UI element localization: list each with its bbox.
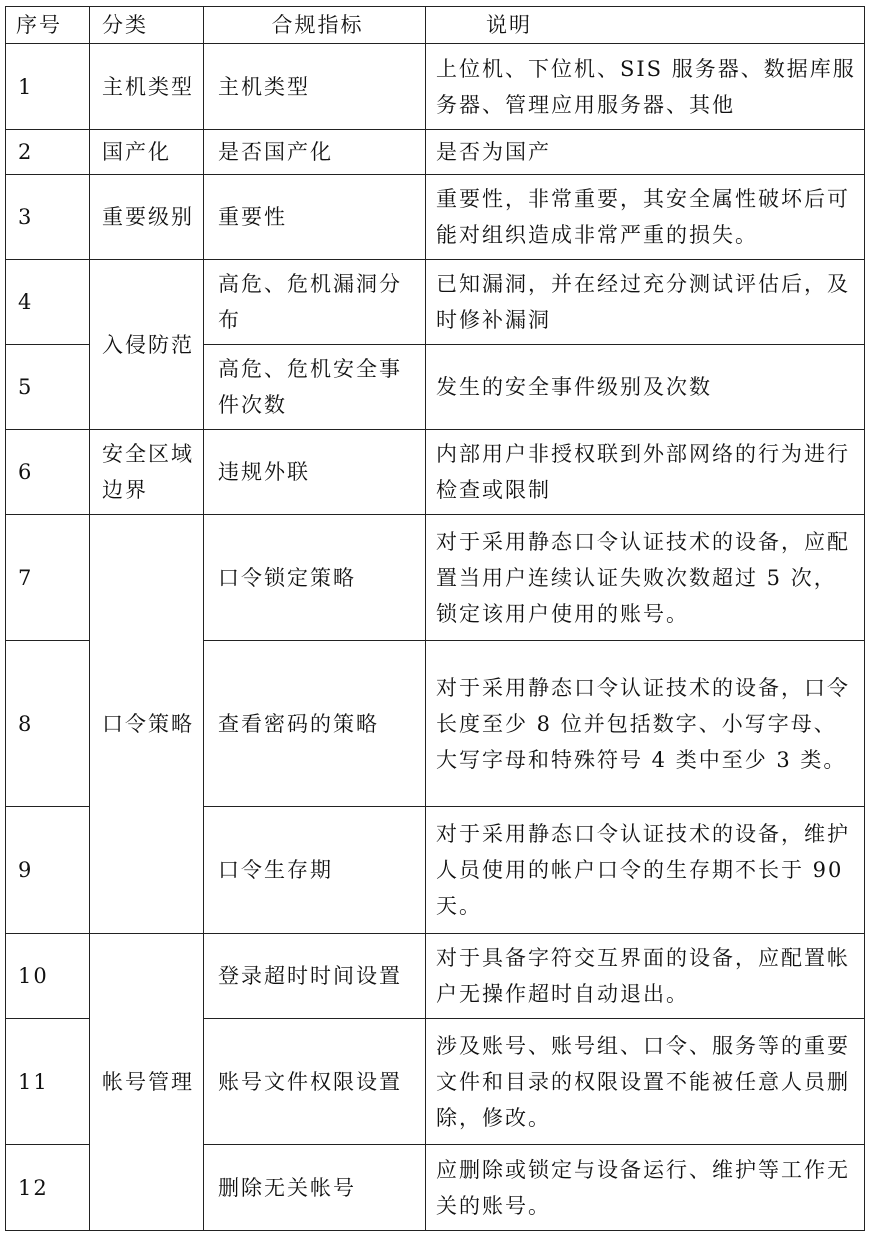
header-row [6, 7, 865, 44]
row-indicator: 登录超时时间设置 [204, 934, 426, 1019]
row-description: 对于具备字符交互界面的设备，应配置帐户无操作超时自动退出。 [426, 934, 865, 1019]
row-num: 3 [6, 175, 90, 260]
row-description: 重要性，非常重要，其安全属性破坏后可能对组织造成非常严重的损失。 [426, 175, 865, 260]
table-row [6, 430, 865, 515]
row-indicator: 高危、危机漏洞分布 [204, 260, 426, 345]
row-indicator: 重要性 [204, 175, 426, 260]
table-row [6, 130, 865, 175]
row-indicator: 高危、危机安全事件次数 [204, 345, 426, 430]
row-num: 2 [6, 130, 90, 175]
row-num: 4 [6, 260, 90, 345]
header-category: 分类 [90, 7, 204, 44]
row-indicator: 口令生存期 [204, 807, 426, 934]
table-row [6, 260, 865, 345]
row-category: 口令策略 [90, 515, 204, 934]
row-num: 8 [6, 641, 90, 807]
header-num: 序号 [6, 7, 90, 44]
row-num: 12 [6, 1145, 90, 1231]
row-description: 对于采用静态口令认证技术的设备，应配置当用户连续认证失败次数超过 5 次，锁定该用户使用的账号。 [426, 515, 865, 641]
row-indicator: 查看密码的策略 [204, 641, 426, 807]
row-num: 5 [6, 345, 90, 430]
row-num: 10 [6, 934, 90, 1019]
table-row [6, 175, 865, 260]
compliance-table [5, 6, 865, 1231]
row-category: 帐号管理 [90, 934, 204, 1231]
row-description: 发生的安全事件级别及次数 [426, 345, 865, 430]
row-description: 内部用户非授权联到外部网络的行为进行检查或限制 [426, 430, 865, 515]
row-category: 国产化 [90, 130, 204, 175]
row-description: 上位机、下位机、SIS 服务器、数据库服务器、管理应用服务器、其他 [426, 44, 865, 130]
row-indicator: 主机类型 [204, 44, 426, 130]
row-description: 应删除或锁定与设备运行、维护等工作无关的账号。 [426, 1145, 865, 1231]
row-category: 入侵防范 [90, 260, 204, 430]
row-category: 重要级别 [90, 175, 204, 260]
table-row [6, 934, 865, 1019]
row-description: 已知漏洞，并在经过充分测试评估后，及时修补漏洞 [426, 260, 865, 345]
row-description: 对于采用静态口令认证技术的设备，口令长度至少 8 位并包括数字、小写字母、大写字母和特殊符号 4 类中至少 3 类。 [426, 641, 865, 807]
header-description: 说明 [426, 7, 865, 44]
row-category: 安全区域边界 [90, 430, 204, 515]
compliance-table-container [5, 6, 865, 1231]
row-num: 6 [6, 430, 90, 515]
row-indicator: 删除无关帐号 [204, 1145, 426, 1231]
table-row [6, 515, 865, 641]
row-description: 是否为国产 [426, 130, 865, 175]
row-num: 1 [6, 44, 90, 130]
row-indicator: 是否国产化 [204, 130, 426, 175]
row-category: 主机类型 [90, 44, 204, 130]
header-indicator: 合规指标 [204, 7, 426, 44]
row-description: 对于采用静态口令认证技术的设备，维护人员使用的帐户口令的生存期不长于 90 天。 [426, 807, 865, 934]
row-indicator: 违规外联 [204, 430, 426, 515]
row-indicator: 账号文件权限设置 [204, 1019, 426, 1145]
table-row [6, 44, 865, 130]
row-indicator: 口令锁定策略 [204, 515, 426, 641]
row-description: 涉及账号、账号组、口令、服务等的重要文件和目录的权限设置不能被任意人员删除，修改。 [426, 1019, 865, 1145]
row-num: 11 [6, 1019, 90, 1145]
row-num: 9 [6, 807, 90, 934]
row-num: 7 [6, 515, 90, 641]
